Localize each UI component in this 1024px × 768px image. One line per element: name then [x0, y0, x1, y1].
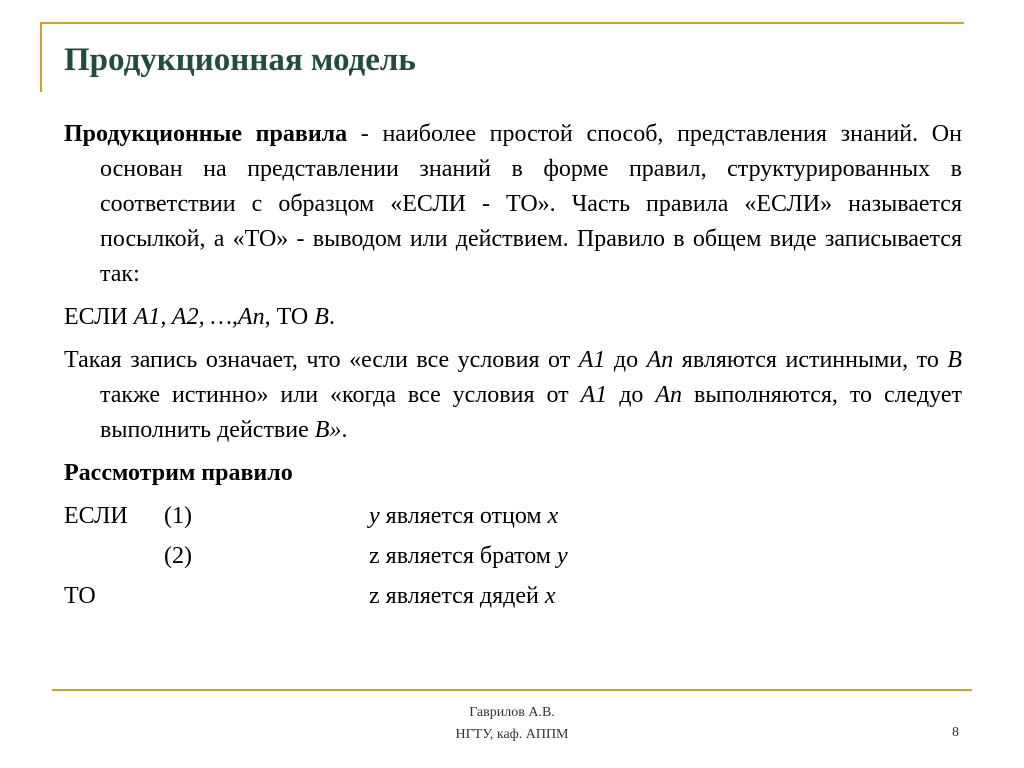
general-rule-if: ЕСЛИ: [64, 304, 134, 330]
rule-object: x: [547, 503, 559, 529]
consider-heading: [64, 456, 962, 491]
meaning-var-an: An: [646, 347, 674, 373]
term-production-rules: Продукционные правила: [64, 121, 348, 147]
rule-keyword: ТО: [64, 583, 96, 609]
slide-body: [64, 117, 962, 619]
meaning-var-b-second: B»: [314, 417, 342, 443]
general-rule-then: , ТО: [264, 304, 315, 330]
meaning-var-b: B: [947, 347, 962, 373]
meaning-var-a1: A1: [578, 347, 606, 373]
meaning-var-a1-second: A1: [580, 382, 608, 408]
meaning-text-5: до: [607, 382, 656, 408]
general-rule-conditions: A1, A2, …,An: [133, 304, 265, 330]
rule-object: x: [544, 583, 556, 609]
rule-statement: [369, 579, 555, 614]
example-rule: [64, 499, 962, 619]
meaning-var-an-second: An: [655, 382, 683, 408]
top-rule: [40, 22, 964, 24]
meaning-text-7: .: [341, 417, 348, 443]
footer-author: Гаврилов А.В.: [469, 705, 555, 720]
footer-rule: [52, 689, 972, 691]
general-rule-action: B: [314, 304, 329, 330]
rule-condition-number: (1): [164, 503, 192, 529]
meaning-text-4: также истинно» или «когда все условия от: [100, 382, 581, 408]
title-accent-bar: [40, 22, 42, 92]
rule-subject: z: [369, 583, 380, 609]
footer-organization: НГТУ, каф. АППМ: [455, 727, 569, 742]
rule-subject: z: [369, 543, 380, 569]
rule-condition-number: (2): [164, 543, 192, 569]
rule-relation: является отцом: [379, 503, 548, 529]
meaning-text-3: являются истинными, то: [673, 347, 948, 373]
definition-text: - наиболее простой способ, представления знаний. Он основан на представлении знаний в форме правил, структурированных в соответствии с образцом «ЕСЛИ - ТО». Часть правила «ЕСЛИ» называется посылкой, а «ТО» - выводом или действием. Правило в общем виде записывается так:: [100, 121, 962, 287]
rule-subject: y: [369, 503, 380, 529]
rule-object: y: [557, 543, 568, 569]
rule-statement: [369, 499, 558, 534]
example-rule-row: [64, 499, 962, 539]
meaning-text-6: выполняются, то следует выполнить действие: [100, 382, 962, 443]
slide-title: Продукционная модель: [64, 42, 416, 78]
footer: [412, 702, 612, 746]
meaning-text-1: Такая запись означает, что «если все условия от: [64, 347, 579, 373]
rule-keyword: ЕСЛИ: [64, 503, 128, 529]
general-rule-line: [64, 300, 962, 335]
rule-relation: является дядей: [379, 583, 545, 609]
rule-relation: является братом: [379, 543, 557, 569]
example-rule-row: [64, 539, 962, 579]
consider-heading-text: Рассмотрим правило: [64, 460, 293, 486]
meaning-text-2: до: [605, 347, 647, 373]
general-rule-end: .: [328, 304, 335, 330]
example-rule-row: [64, 579, 962, 619]
rule-statement: [369, 539, 568, 574]
page-number: 8: [952, 725, 959, 740]
definition-paragraph: [64, 117, 962, 292]
meaning-paragraph: [64, 343, 962, 448]
